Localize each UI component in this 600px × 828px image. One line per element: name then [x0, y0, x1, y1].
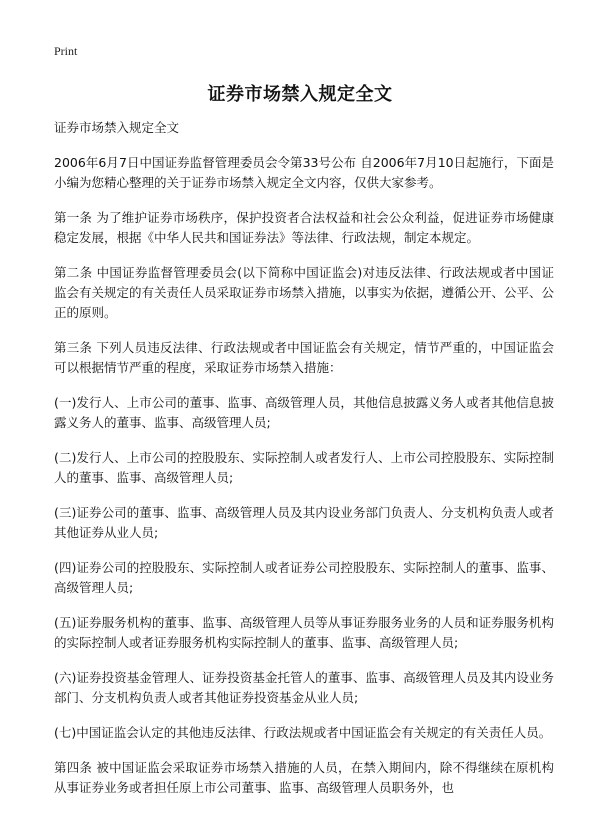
article-3-paragraph: 第三条 下列人员违反法律、行政法规或者中国证监会有关规定，情节严重的，中国证监会可以根据情节严重的程度，采取证券市场禁入措施： — [54, 340, 554, 375]
clause-1-paragraph: (一)发行人、上市公司的董事、监事、高级管理人员，其他信息披露义务人或者其他信息披露义务人的董事、监事、高级管理人员; — [54, 395, 554, 430]
clause-6-paragraph: (六)证券投资基金管理人、证券投资基金托管人的董事、监事、高级管理人员及其内设业务部门、分支机构负责人或者其他证券投资基金从业人员; — [54, 670, 554, 705]
article-2-paragraph: 第二条 中国证券监督管理委员会(以下简称中国证监会)对违反法律、行政法规或者中国证监会有关规定的有关责任人员采取证券市场禁入措施，以事实为依据，遵循公开、公平、公正的原则。 — [54, 265, 555, 320]
clause-3-paragraph: (三)证券公司的董事、监事、高级管理人员及其内设业务部门负责人、分支机构负责人或者其他证券从业人员; — [54, 505, 554, 540]
clause-2-paragraph: (二)发行人、上市公司的控股股东、实际控制人或者发行人、上市公司控股股东、实际控制人的董事、监事、高级管理人员; — [54, 450, 554, 485]
print-link[interactable]: Print — [54, 44, 78, 58]
article-1-paragraph: 第一条 为了维护证券市场秩序，保护投资者合法权益和社会公众利益，促进证券市场健康稳定发展，根据《中华人民共和国证券法》等法律、行政法规，制定本规定。 — [54, 210, 554, 245]
clause-5-paragraph: (五)证券服务机构的董事、监事、高级管理人员等从事证券服务业务的人员和证券服务机构的实际控制人或者证券服务机构实际控制人的董事、监事、高级管理人员; — [54, 615, 554, 650]
article-4-paragraph: 第四条 被中国证监会采取证券市场禁入措施的人员，在禁入期间内，除不得继续在原机构从事证券业务或者担任原上市公司董事、监事、高级管理人员职务外，也 — [54, 760, 554, 795]
page-title: 证券市场禁入规定全文 — [207, 84, 393, 105]
article-body — [54, 118, 554, 813]
clause-7-paragraph: (七)中国证监会认定的其他违反法律、行政法规或者中国证监会有关规定的有关责任人员。 — [54, 725, 552, 740]
clause-4-paragraph: (四)证券公司的控股股东、实际控制人或者证券公司控股股东、实际控制人的董事、监事、高级管理人员; — [54, 560, 554, 595]
intro-paragraph: 2006年6月7日中国证券监督管理委员会令第33号公布 自2006年7月10日起施行，下面是小编为您精心整理的关于证券市场禁入规定全文内容，仅供大家参考。 — [54, 155, 554, 190]
article-subtitle: 证券市场禁入规定全文 — [54, 120, 180, 135]
